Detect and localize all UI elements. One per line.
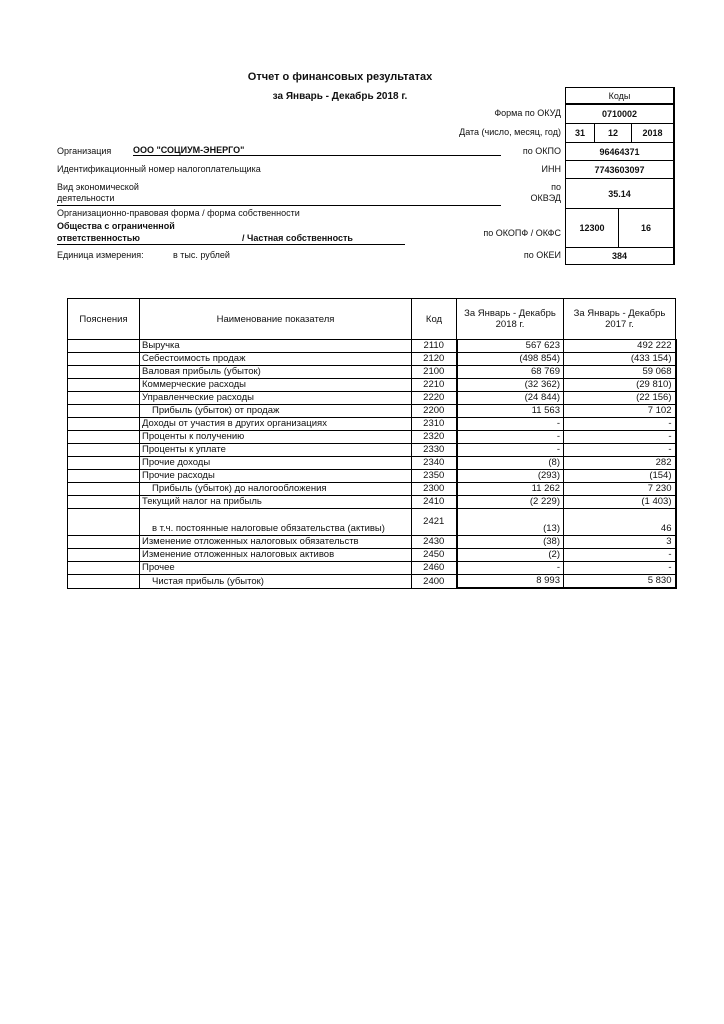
row-name: Прибыль (убыток) от продаж (140, 405, 412, 418)
date-year: 2018 (631, 124, 673, 142)
codes-box (565, 87, 675, 265)
okved-label-1: по (551, 182, 561, 192)
row-value-2018: 8 993 (457, 575, 564, 589)
okved-label-2: ОКВЭД (530, 193, 561, 203)
row-name: Доходы от участия в других организациях (140, 418, 412, 431)
table-row (68, 575, 676, 589)
table-row (68, 549, 676, 562)
row-name: Коммерческие расходы (140, 379, 412, 392)
inn-caption: Идентификационный номер налогоплательщика (57, 164, 261, 174)
row-value-2017: 492 222 (564, 340, 676, 353)
row-name: Себестоимость продаж (140, 353, 412, 366)
okpo-label: по ОКПО (522, 146, 561, 156)
okopf-code: 12300 (579, 223, 605, 233)
unit-value: в тыс. рублей (173, 250, 230, 260)
row-value-2017: 7 102 (564, 405, 676, 418)
row-code: 2460 (412, 562, 457, 575)
table-row (68, 509, 676, 536)
row-name: Прочее (140, 562, 412, 575)
table-row (68, 379, 676, 392)
row-code: 2320 (412, 431, 457, 444)
col-indicator: Наименование показателя (140, 299, 412, 340)
report-period: за Январь - Декабрь 2018 г. (272, 91, 408, 102)
org-label: Организация (57, 146, 112, 156)
row-code: 2421 (412, 509, 457, 536)
row-value-2017: 7 230 (564, 483, 676, 496)
row-name: Управленческие расходы (140, 392, 412, 405)
row-code: 2110 (412, 340, 457, 353)
table-row (68, 340, 676, 353)
row-code: 2330 (412, 444, 457, 457)
row-name: Прочие доходы (140, 457, 412, 470)
table-row (68, 392, 676, 405)
row-value-2018: 11 563 (457, 405, 564, 418)
okei-code: 384 (611, 251, 628, 261)
row-value-2017: - (564, 431, 676, 444)
okfs-code: 16 (618, 209, 673, 247)
ownership-form: / Частная собственность (242, 233, 353, 243)
row-value-2017: (1 403) (564, 496, 676, 509)
row-value-2018: (293) (457, 470, 564, 483)
table-row (68, 496, 676, 509)
row-value-2018: - (457, 418, 564, 431)
row-value-2018: (38) (457, 536, 564, 549)
legal-form-line-1: Общества с ограниченной (57, 221, 175, 231)
row-value-2017: (29 810) (564, 379, 676, 392)
row-value-2018: (32 362) (457, 379, 564, 392)
row-value-2017: - (564, 444, 676, 457)
legal-form-caption: Организационно-правовая форма / форма собственности (57, 208, 300, 218)
inn-label: ИНН (541, 164, 561, 174)
row-name: Изменение отложенных налоговых обязательств (140, 536, 412, 549)
row-code: 2350 (412, 470, 457, 483)
okpo-code: 96464371 (599, 146, 640, 157)
row-name: Текущий налог на прибыль (140, 496, 412, 509)
activity-underline (57, 205, 501, 206)
date-day: 31 (574, 128, 585, 138)
row-name: Чистая прибыль (убыток) (140, 575, 412, 589)
row-name: Проценты к получению (140, 431, 412, 444)
okei-label: по ОКЕИ (523, 250, 561, 260)
okved-code: 35.14 (608, 188, 631, 199)
row-code: 2410 (412, 496, 457, 509)
table-row (68, 470, 676, 483)
codes-header: Коды (608, 90, 631, 101)
row-value-2017: 282 (564, 457, 676, 470)
row-code: 2310 (412, 418, 457, 431)
row-code: 2200 (412, 405, 457, 418)
table-row (68, 418, 676, 431)
legal-form-line-2: ответственностью (57, 233, 140, 243)
row-name: Изменение отложенных налоговых активов (140, 549, 412, 562)
row-value-2018: (24 844) (457, 392, 564, 405)
row-value-2017: 46 (564, 509, 676, 536)
row-name: Выручка (140, 340, 412, 353)
row-name: Прибыль (убыток) до налогообложения (140, 483, 412, 496)
table-row (68, 353, 676, 366)
okud-code: 0710002 (601, 109, 638, 119)
table-row (68, 366, 676, 379)
row-code: 2120 (412, 353, 457, 366)
row-name: Проценты к уплате (140, 444, 412, 457)
okopf-label: по ОКОПФ / ОКФС (483, 228, 561, 238)
row-code: 2400 (412, 575, 457, 589)
report-title: Отчет о финансовых результатах (247, 71, 433, 83)
row-name: Валовая прибыль (убыток) (140, 366, 412, 379)
date-label: Дата (число, месяц, год) (459, 127, 561, 137)
date-month: 12 (594, 124, 631, 142)
row-value-2017: - (564, 549, 676, 562)
row-value-2018: (498 854) (457, 353, 564, 366)
activity-label-2: деятельности (57, 193, 115, 203)
row-value-2017: (154) (564, 470, 676, 483)
row-name: в т.ч. постоянные налоговые обязательства (активы) (140, 509, 412, 536)
row-value-2017: 5 830 (564, 575, 676, 589)
row-name: Прочие расходы (140, 470, 412, 483)
table-row (68, 457, 676, 470)
row-value-2018: 567 623 (457, 340, 564, 353)
row-code: 2430 (412, 536, 457, 549)
row-code: 2340 (412, 457, 457, 470)
row-code: 2220 (412, 392, 457, 405)
row-value-2018: 11 262 (457, 483, 564, 496)
col-code: Код (412, 299, 457, 340)
row-value-2018: - (457, 444, 564, 457)
legal-form-underline (57, 244, 405, 245)
row-value-2017: 3 (564, 536, 676, 549)
table-row (68, 444, 676, 457)
col-2018: За Январь - Декабрь 2018 г. (457, 299, 564, 340)
row-value-2017: (22 156) (564, 392, 676, 405)
row-code: 2100 (412, 366, 457, 379)
unit-label: Единица измерения: (57, 250, 144, 260)
row-code: 2210 (412, 379, 457, 392)
table-row (68, 405, 676, 418)
row-value-2017: (433 154) (564, 353, 676, 366)
okud-label: Форма по ОКУД (494, 108, 561, 118)
financial-results-table (67, 298, 677, 589)
table-row (68, 562, 676, 575)
row-value-2017: - (564, 418, 676, 431)
row-value-2017: 59 068 (564, 366, 676, 379)
col-notes: Пояснения (68, 299, 140, 340)
table-row (68, 431, 676, 444)
row-code: 2450 (412, 549, 457, 562)
inn-code: 7743603097 (594, 164, 645, 175)
row-value-2018: - (457, 431, 564, 444)
row-value-2018: (2 229) (457, 496, 564, 509)
row-value-2018: 68 769 (457, 366, 564, 379)
row-value-2017: - (564, 562, 676, 575)
col-2017: За Январь - Декабрь 2017 г. (564, 299, 676, 340)
table-row (68, 536, 676, 549)
row-value-2018: (2) (457, 549, 564, 562)
row-value-2018: - (457, 562, 564, 575)
table-row (68, 483, 676, 496)
row-value-2018: (13) (457, 509, 564, 536)
table-header-row (68, 299, 676, 340)
org-name: ООО "СОЦИУМ-ЭНЕРГО" (133, 145, 501, 156)
activity-label-1: Вид экономической (57, 182, 139, 192)
row-value-2018: (8) (457, 457, 564, 470)
row-code: 2300 (412, 483, 457, 496)
